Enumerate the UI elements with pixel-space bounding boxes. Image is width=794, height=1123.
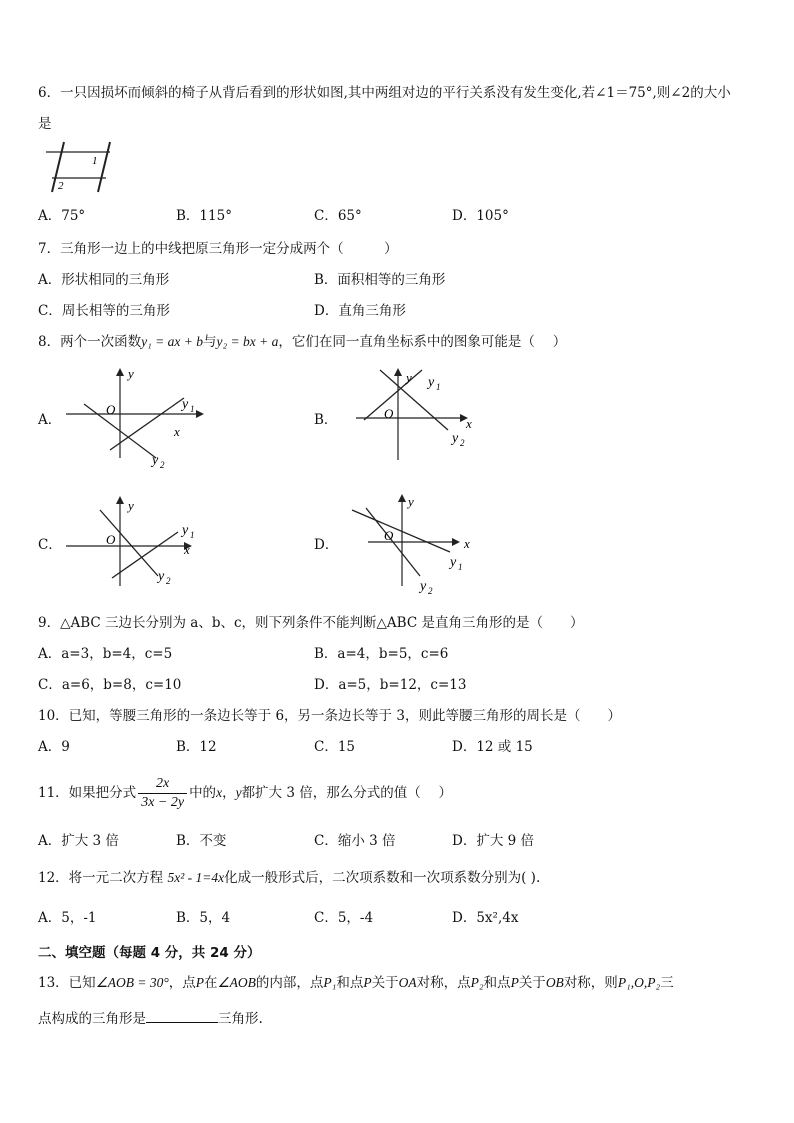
q13-seg: 对称，则 — [563, 975, 618, 991]
graph-a-y2-sub: 2 — [160, 460, 165, 470]
q8-option-c[interactable]: C． — [38, 537, 62, 553]
q11-text — [38, 774, 452, 812]
q11-fraction-numerator: 2x — [138, 775, 187, 794]
q6-option-b[interactable]: B．115° — [176, 208, 232, 224]
q8-option-d[interactable]: D． — [314, 537, 339, 553]
q11-fraction — [138, 775, 187, 812]
q9-option-a[interactable]: A．a=3，b=4，c=5 — [38, 646, 173, 662]
q12-equation: 5x² - 1=4x — [167, 870, 225, 885]
graph-d-y2: y — [420, 579, 427, 594]
q11-option-c[interactable]: C．缩小 3 倍 — [314, 833, 396, 849]
q13-seg: 和点 — [483, 975, 511, 991]
q11-mid: 中的 — [189, 785, 217, 801]
graph-c-y1: y — [182, 523, 189, 538]
q13-points: P₁,O,P₂ — [617, 975, 661, 990]
q13-point-p: P — [510, 975, 519, 990]
q13-seg: 在 — [204, 975, 218, 991]
q9-option-b[interactable]: B．a=4，b=5，c=6 — [314, 646, 449, 662]
graph-c-y2: y — [158, 569, 165, 584]
graph-c-y1-sub: 1 — [190, 530, 195, 540]
q13-seg: 三 — [660, 975, 674, 991]
graph-c-y-label: y — [128, 498, 134, 513]
q11-fraction-denominator: 3x − 2y — [141, 795, 185, 810]
graph-d-origin: O — [384, 528, 394, 543]
q7-option-c[interactable]: C．周长相等的三角形 — [38, 303, 170, 319]
q13-seg: 三角形. — [218, 1011, 263, 1027]
q13-ray-ob: OB — [545, 975, 564, 990]
q9-text: 9．△ABC 三边长分别为 a、b、c，则下列条件不能判断△ABC 是直角三角形的是（ ） — [38, 615, 584, 631]
graph-d-x-label: x — [464, 536, 470, 551]
q6-option-a[interactable]: A．75° — [38, 208, 86, 224]
q13-angle-aob: ∠AOB — [217, 975, 256, 990]
q8-graph-b — [350, 364, 510, 472]
q9-option-c[interactable]: C．a=6，b=8，c=10 — [38, 677, 182, 693]
q8-graph-d — [346, 490, 506, 598]
q13-answer-blank[interactable] — [146, 1008, 218, 1023]
q13-seg: 关于 — [371, 975, 399, 991]
q13-seg: ，点 — [168, 975, 196, 991]
graph-c-y2-sub: 2 — [166, 576, 171, 586]
q7-option-a[interactable]: A．形状相同的三角形 — [38, 272, 170, 288]
q13-point-p: P — [195, 975, 205, 990]
q11-var-x: x — [216, 785, 223, 800]
q12-option-b[interactable]: B．5，4 — [176, 910, 231, 926]
graph-d-y1: y — [450, 555, 457, 570]
q8-graph-a — [60, 364, 220, 472]
q9-option-d[interactable]: D．a=5，b=12，c=13 — [314, 677, 467, 693]
q8-option-b[interactable]: B． — [314, 412, 338, 428]
q11-option-a[interactable]: A．扩大 3 倍 — [38, 833, 119, 849]
graph-b-origin: O — [384, 406, 394, 421]
q12-text — [38, 869, 540, 887]
q7-option-d[interactable]: D．直角三角形 — [314, 303, 406, 319]
q11-prefix: 11．如果把分式 — [38, 785, 137, 801]
q6-text-line2: 是 — [38, 116, 52, 132]
graph-b-y1: y — [428, 375, 435, 390]
q8-option-a[interactable]: A． — [38, 412, 62, 428]
graph-b-y2: y — [452, 431, 459, 446]
graph-a-y1: y — [182, 397, 189, 412]
graph-a-y1-sub: 1 — [190, 404, 195, 414]
graph-a-x-label: x — [174, 424, 180, 439]
q7-text: 7．三角形一边上的中线把原三角形一定分成两个（ ） — [38, 241, 398, 257]
graph-a-origin: O — [106, 402, 116, 417]
q11-suffix: 都扩大 3 倍，那么分式的值（ ） — [241, 785, 453, 801]
q13-ray-oa: OA — [398, 975, 417, 990]
q6-option-d[interactable]: D．105° — [452, 208, 509, 224]
q12-prefix: 12．将一元二次方程 — [38, 870, 164, 886]
graph-c-x-label: x — [184, 542, 190, 557]
q10-option-c[interactable]: C．15 — [314, 739, 356, 755]
q8-text — [38, 333, 566, 351]
q11-var-y: y — [235, 785, 242, 800]
q13-seg: 13．已知 — [38, 975, 96, 991]
graph-c-origin: O — [106, 532, 116, 547]
q7-option-b[interactable]: B．面积相等的三角形 — [314, 272, 446, 288]
q8-eq1: y₁ = ax + b — [141, 334, 203, 349]
graph-d-y-label: y — [408, 494, 414, 509]
q6-text-line1: 6．一只因损坏而倾斜的椅子从背后看到的形状如图,其中两组对边的平行关系没有发生变化,若∠1＝75°,则∠2的大小 — [38, 85, 731, 101]
q11-option-b[interactable]: B．不变 — [176, 833, 227, 849]
q6-chair-figure — [44, 140, 116, 194]
q13-point-p1: P₁ — [323, 975, 337, 990]
graph-a-y-label: y — [128, 366, 134, 381]
graph-b-y2-sub: 2 — [460, 438, 465, 448]
q10-text: 10．已知，等腰三角形的一条边长等于 6，另一条边长等于 3，则此等腰三角形的周长是（ ） — [38, 708, 621, 724]
graph-b-y-label: y — [406, 370, 412, 385]
q10-option-a[interactable]: A．9 — [38, 739, 70, 755]
q11-option-d[interactable]: D．扩大 9 倍 — [452, 833, 534, 849]
graph-d-y2-sub: 2 — [428, 586, 433, 596]
q10-option-b[interactable]: B．12 — [176, 739, 217, 755]
q10-option-d[interactable]: D．12 或 15 — [452, 739, 533, 755]
q12-option-c[interactable]: C．5，-4 — [314, 910, 374, 926]
q12-suffix: 化成一般形式后，二次项系数和一次项系数分别为( ). — [224, 870, 541, 886]
q13-seg: 的内部，点 — [255, 975, 324, 991]
q13-seg: 对称，点 — [416, 975, 471, 991]
q8-prefix: 8．两个一次函数 — [38, 334, 142, 350]
q12-option-a[interactable]: A．5，-1 — [38, 910, 97, 926]
q12-option-d[interactable]: D．5x²,4x — [452, 910, 519, 926]
q13-angle: ∠AOB = 30° — [95, 975, 169, 990]
q6-option-c[interactable]: C．65° — [314, 208, 362, 224]
graph-b-y1-sub: 1 — [436, 382, 441, 392]
q13-point-p2: P₂ — [470, 975, 484, 990]
graph-d-y1-sub: 1 — [458, 562, 463, 572]
q6-angle2-label: 2 — [58, 180, 64, 192]
section-fill-in-heading: 二、填空题（每题 4 分，共 24 分） — [38, 945, 261, 961]
graph-b-x-label: x — [466, 416, 472, 431]
graph-a-y2: y — [152, 453, 159, 468]
q13-point-p: P — [363, 975, 372, 990]
q13-seg: 点构成的三角形是 — [38, 1011, 146, 1027]
q8-suffix: ，它们在同一直角坐标系中的图象可能是（ ） — [278, 334, 567, 350]
q6-angle1-label: 1 — [92, 155, 98, 167]
q8-graph-c — [60, 492, 220, 592]
q13-text-line1 — [38, 974, 674, 992]
q13-seg: 和点 — [336, 975, 364, 991]
q13-seg: 关于 — [518, 975, 546, 991]
q8-eq2: y₂ = bx + a — [216, 334, 279, 349]
q11-comma: ， — [222, 785, 236, 801]
q13-text-line2 — [38, 1008, 263, 1028]
q8-mid: 与 — [203, 334, 217, 350]
